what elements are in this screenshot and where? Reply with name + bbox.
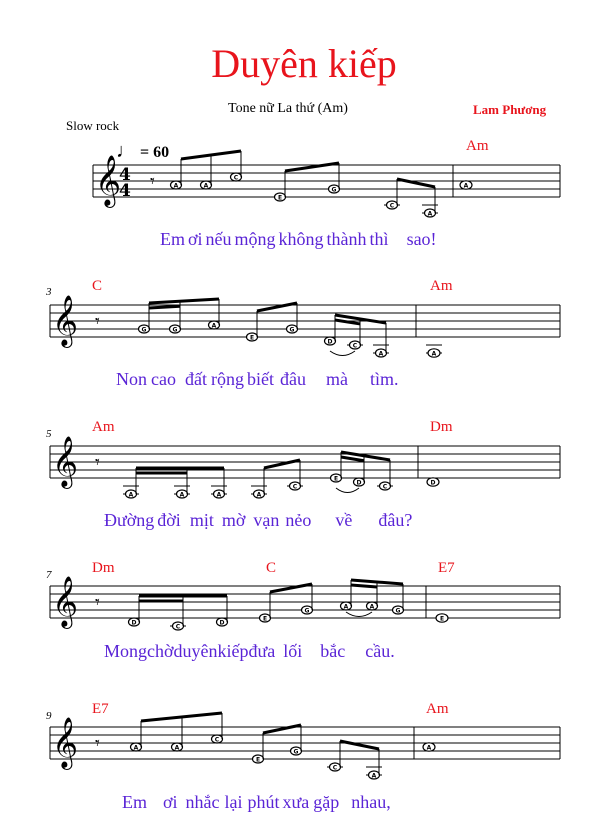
notehead-letter: A — [203, 182, 209, 190]
notehead-letter: A — [378, 350, 384, 358]
lyric-syllable: mịt — [189, 510, 214, 530]
beam — [340, 741, 379, 749]
song-title: Duyên kiếp — [211, 41, 397, 86]
lyric-syllable: chờ — [147, 641, 174, 661]
notehead-letter: D — [219, 619, 225, 627]
notehead-letter: A — [133, 744, 139, 752]
time-signature-denominator: 4 — [119, 181, 131, 201]
beam — [264, 460, 300, 468]
lyric-syllable: nẻo — [285, 510, 312, 530]
notehead-letter: E — [262, 615, 268, 623]
eighth-rest-icon: 𝄾 — [95, 311, 100, 332]
composer-name: Lam Phương — [473, 102, 547, 117]
lyric-syllable: vạn — [253, 510, 280, 530]
lyric-syllable: phút — [247, 792, 280, 812]
chord-symbol: E7 — [92, 701, 109, 717]
lyric-syllable: mộng — [234, 229, 276, 249]
lyric-syllable: Non — [116, 369, 147, 389]
lyric-syllable: nhắc — [185, 792, 220, 812]
notehead-letter: A — [463, 182, 469, 190]
key-subtitle: Tone nữ La thứ (Am) — [228, 101, 348, 116]
lyric-syllable: cao — [151, 369, 176, 389]
lyric-syllable: bắc — [320, 641, 346, 661]
notehead-letter: D — [327, 338, 333, 346]
notehead-letter: A — [174, 744, 180, 752]
notehead-letter: E — [439, 615, 445, 623]
notehead-letter: C — [382, 483, 388, 491]
notehead-letter: A — [431, 350, 437, 358]
secondary-beam — [341, 457, 364, 461]
lyric-syllable: rộng — [210, 369, 244, 389]
lyric-syllable: ơi — [163, 792, 178, 812]
notehead-letter: E — [249, 334, 255, 342]
notehead-letter: G — [304, 607, 310, 615]
secondary-beam — [351, 585, 377, 587]
chord-symbol: Am — [92, 419, 115, 435]
chord-symbol: Am — [466, 138, 489, 154]
measure-number: 7 — [46, 569, 52, 581]
beam — [257, 303, 297, 311]
lyric-syllable: mà — [325, 369, 348, 389]
lyric-syllable: nếu — [205, 229, 232, 249]
lyric-syllable: về — [335, 510, 353, 530]
lyric-syllable: đời — [157, 510, 181, 530]
tempo-value: = 60 — [140, 144, 170, 161]
notehead-letter: G — [172, 326, 178, 334]
measure-number: 5 — [46, 428, 52, 440]
lyric-syllable: xưa — [282, 792, 310, 812]
notehead-letter: A — [343, 603, 349, 611]
beam — [351, 580, 403, 584]
lyric-syllable: đưa — [248, 641, 276, 661]
chord-symbol: Am — [430, 278, 453, 294]
beam — [263, 725, 301, 733]
treble-clef-icon: 𝄞 — [52, 576, 79, 627]
lyric-syllable: gặp — [313, 792, 340, 812]
lyric-syllable: đâu — [279, 369, 306, 389]
notehead-letter: A — [128, 491, 134, 499]
notehead-letter: A — [371, 772, 377, 780]
notehead-letter: A — [179, 491, 185, 499]
eighth-rest-icon: 𝄾 — [95, 592, 100, 613]
treble-clef-icon: 𝄞 — [52, 717, 79, 768]
notehead-letter: A — [216, 491, 222, 499]
slur — [330, 351, 355, 356]
notehead-letter: A — [426, 744, 432, 752]
measure-number: 9 — [46, 710, 52, 722]
beam — [149, 299, 219, 303]
chord-symbol: Dm — [430, 419, 453, 435]
notehead-letter: G — [395, 607, 401, 615]
chord-symbol: Am — [426, 701, 449, 717]
lyric-syllable: tìm. — [369, 369, 399, 389]
notehead-letter: D — [356, 479, 362, 487]
lyric-syllable: Em — [122, 792, 147, 812]
lyric-syllable: kiếp — [217, 641, 249, 661]
slur — [336, 488, 359, 493]
notehead-letter: C — [352, 342, 358, 350]
notehead-letter: A — [173, 182, 179, 190]
notehead-letter: E — [255, 756, 261, 764]
chord-symbol: E7 — [438, 560, 455, 576]
notehead-letter: G — [293, 748, 299, 756]
chord-symbol: Dm — [92, 560, 115, 576]
beam — [397, 179, 435, 187]
style-label: Slow rock — [66, 118, 120, 133]
treble-clef-icon: 𝄞 — [95, 155, 122, 206]
beam — [270, 584, 312, 592]
notehead-letter: A — [211, 322, 217, 330]
notehead-letter: C — [175, 623, 181, 631]
notehead-letter: A — [369, 603, 375, 611]
lyric-syllable: thì — [369, 229, 389, 249]
lyric-syllable: đất — [184, 369, 207, 389]
chord-symbol: C — [92, 278, 103, 294]
lyric-syllable: Đường — [104, 510, 155, 530]
notehead-letter: E — [333, 475, 339, 483]
treble-clef-icon: 𝄞 — [52, 436, 79, 487]
notehead-letter: C — [389, 202, 395, 210]
notehead-letter: D — [430, 479, 436, 487]
lyric-syllable: lối — [283, 641, 303, 661]
time-signature-numerator: 4 — [119, 165, 131, 185]
beam — [285, 163, 339, 171]
lyric-syllable: ơi — [188, 229, 203, 249]
lyric-syllable: nhau, — [351, 792, 391, 812]
lyric-syllable: mờ — [221, 510, 246, 530]
lyric-syllable: duyên — [173, 641, 218, 661]
lyric-syllable: lại — [224, 792, 243, 812]
slur — [346, 612, 372, 617]
notehead-letter: G — [141, 326, 147, 334]
treble-clef-icon: 𝄞 — [52, 295, 79, 346]
notehead-letter: G — [331, 186, 337, 194]
lyric-syllable: biết — [246, 369, 274, 389]
eighth-rest-icon: 𝄾 — [95, 452, 100, 473]
lyric-syllable: không — [278, 229, 324, 249]
lyric-syllable: Mong — [104, 641, 148, 661]
lyric-syllable: Em — [160, 229, 185, 249]
chord-symbol: C — [266, 560, 277, 576]
quarter-note-icon: ♩ — [116, 140, 136, 162]
notehead-letter: D — [131, 619, 137, 627]
notehead-letter: C — [332, 764, 338, 772]
lyric-syllable: sao! — [406, 229, 437, 249]
lyric-syllable: cầu. — [365, 641, 395, 661]
lyric-syllable: thành — [326, 229, 367, 249]
lyric-syllable: đâu? — [378, 510, 413, 530]
notehead-letter: C — [214, 736, 220, 744]
measure-number: 3 — [46, 286, 52, 298]
eighth-rest-icon: 𝄾 — [150, 171, 155, 192]
notehead-letter: A — [427, 210, 433, 218]
notehead-letter: G — [289, 326, 295, 334]
notehead-letter: E — [277, 194, 283, 202]
notehead-letter: C — [233, 174, 239, 182]
notehead-letter: C — [292, 483, 298, 491]
eighth-rest-icon: 𝄾 — [95, 733, 100, 754]
secondary-beam — [149, 306, 180, 308]
notehead-letter: A — [256, 491, 262, 499]
